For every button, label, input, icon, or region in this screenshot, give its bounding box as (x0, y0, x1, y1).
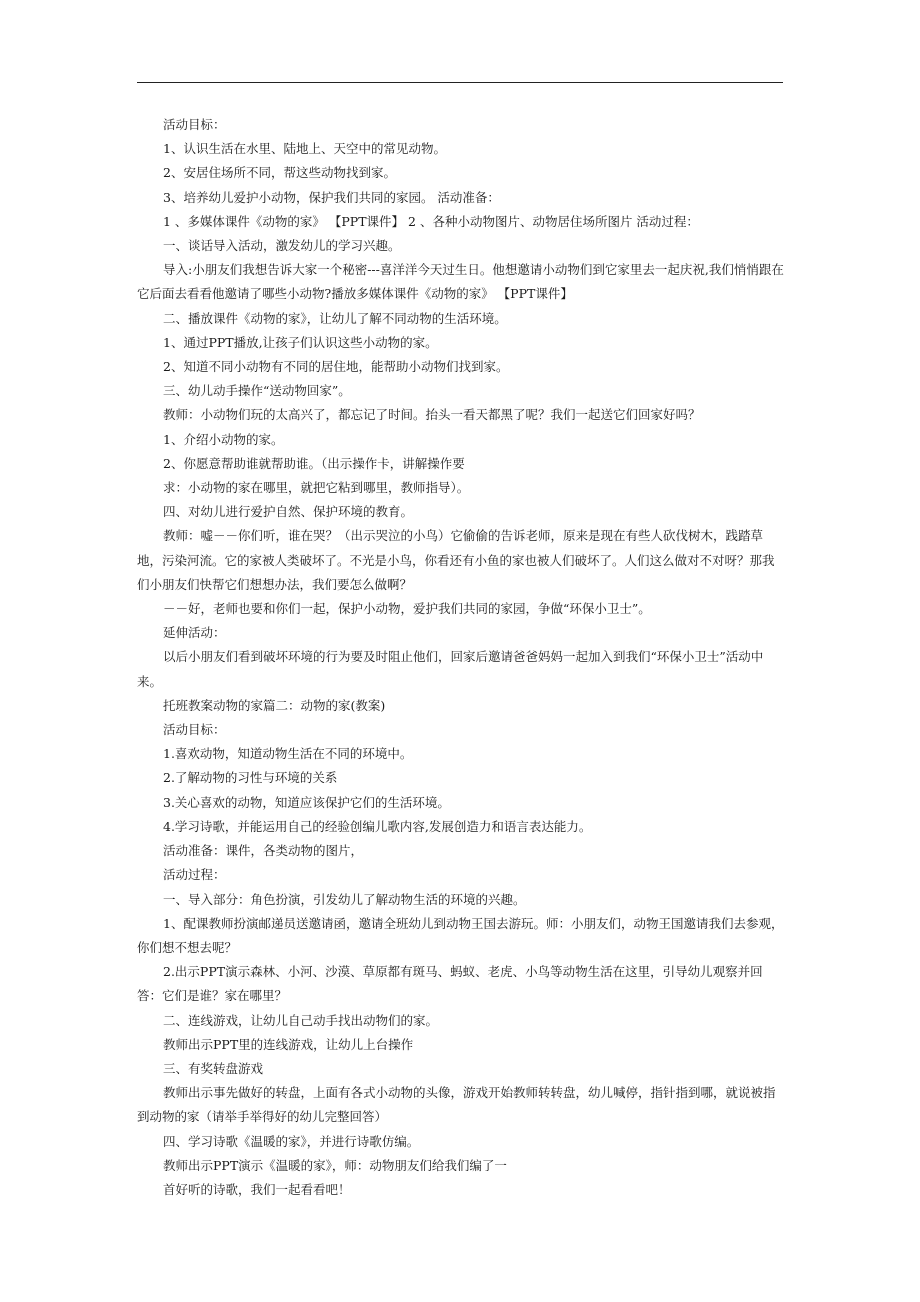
paragraph: 教师：嘘－－你们听，谁在哭？（出示哭泣的小鸟）它偷偷的告诉老师，原来是现在有些人砍伐树木，践踏草地，污染河流。它的家被人类破坏了。不光是小鸟，你看还有小鱼的家也被人们破坏了。人们这么做对不对呀？那我们小朋友们快帮它们想想办法，我们要怎么做啊？ (137, 528, 775, 592)
paragraph: －－好，老师也要和你们一起，保护小动物，爱护我们共同的家园，争做“环保小卫士”。 (163, 601, 651, 617)
paragraph: 教师出示PPT里的连线游戏，让幼儿上台操作 (163, 1036, 414, 1052)
paragraph: 求：小动物的家在哪里，就把它粘到哪里，教师指导）。 (163, 480, 470, 496)
paragraph: 2、知道不同小动物有不同的居住地，能帮助小动物们找到家。 (163, 359, 509, 375)
header-rule (137, 82, 783, 83)
paragraph: 首好听的诗歌，我们一起看看吧！ (163, 1181, 351, 1197)
paragraph: 1.喜欢动物，知道动物生活在不同的环境中。 (163, 746, 413, 762)
paragraph: 1、介绍小动物的家。 (163, 431, 284, 447)
paragraph: 1、配课教师扮演邮递员送邀请函，邀请全班幼儿到动物王国去游玩。师：小朋友们，动物王国邀请我们去参观，你们想不想去呢？ (137, 915, 784, 955)
paragraph: 活动目标： (163, 117, 226, 132)
paragraph: 四、对幼儿进行爱护自然、保护环境的教育。 (163, 504, 414, 520)
paragraph: 三、有奖转盘游戏 (163, 1060, 264, 1076)
paragraph: 导入:小朋友们我想告诉大家一个秘密---喜洋洋今天过生日。他想邀请小动物们到它家里去一起庆祝,我们悄悄跟在它后面去看看他邀请了哪些小动物?播放多媒体课件《动物的家》 【PPT课件】 (137, 262, 784, 302)
section-heading: 托班教案动物的家篇二：动物的家(教案) (163, 697, 386, 713)
paragraph: 2.了解动物的习性与环境的关系 (163, 770, 338, 786)
paragraph: 2、安居住场所不同，帮这些动物找到家。 (163, 165, 396, 181)
paragraph: 延伸活动： (163, 625, 226, 641)
paragraph: 1、通过PPT播放,让孩子们认识这些小动物的家。 (163, 334, 438, 350)
paragraph: 2、你愿意帮助谁就帮助谁。（出示操作卡，讲解操作要 (163, 455, 465, 471)
paragraph: 2.出示PPT演示森林、小河、沙漠、草原都有斑马、蚂蚁、老虎、小鸟等动物生活在这里，引导幼儿观察并回答：它们是谁？家在哪里？ (137, 964, 763, 1004)
paragraph: 1 、多媒体课件《动物的家》 【PPT课件】 2 、各种小动物图片、动物居住场所图片 活动过程： (163, 213, 699, 229)
paragraph: 教师出示事先做好的转盘，上面有各式小动物的头像，游戏开始教师转转盘，幼儿喊停，指针指到哪，就说被指到动物的家（请举手举得好的幼儿完整回答） (137, 1085, 776, 1125)
paragraph: 活动准备：课件，各类动物的图片， (163, 843, 364, 859)
paragraph: 教师：小动物们玩的太高兴了，都忘记了时间。抬头一看天都黑了呢？我们一起送它们回家好吗？ (163, 407, 701, 423)
paragraph: 教师出示PPT演示《温暖的家》，师：动物朋友们给我们编了一 (163, 1157, 507, 1173)
paragraph: 二、连线游戏，让幼儿自己动手找出动物们的家。 (163, 1012, 439, 1028)
paragraph: 1、认识生活在水里、陆地上、天空中的常见动物。 (163, 141, 446, 157)
paragraph: 三、幼儿动手操作“送动物回家”。 (163, 383, 351, 399)
paragraph: 活动目标： (163, 722, 226, 738)
paragraph: 四、学习诗歌《温暖的家》，并进行诗歌仿编。 (163, 1133, 420, 1149)
paragraph: 以后小朋友们看到破坏环境的行为要及时阻止他们，回家后邀请爸爸妈妈一起加入到我们“环保小卫士”活动中来。 (137, 649, 764, 689)
paragraph: 二、播放课件《动物的家》，让幼儿了解不同动物的生活环境。 (163, 310, 507, 326)
paragraph: 3.关心喜欢的动物，知道应该保护它们的生活环境。 (163, 794, 450, 810)
paragraph: 一、导入部分：角色扮演，引发幼儿了解动物生活的环境的兴趣。 (163, 891, 526, 907)
paragraph: 一、谈话导入活动，激发幼儿的学习兴趣。 (163, 238, 401, 254)
paragraph: 4.学习诗歌，并能运用自己的经验创编儿歌内容,发展创造力和语言表达能力。 (163, 818, 592, 834)
paragraph: 活动过程： (163, 867, 226, 883)
paragraph: 3、培养幼儿爱护小动物，保护我们共同的家园。 活动准备： (163, 189, 500, 205)
document-body (137, 113, 785, 1202)
